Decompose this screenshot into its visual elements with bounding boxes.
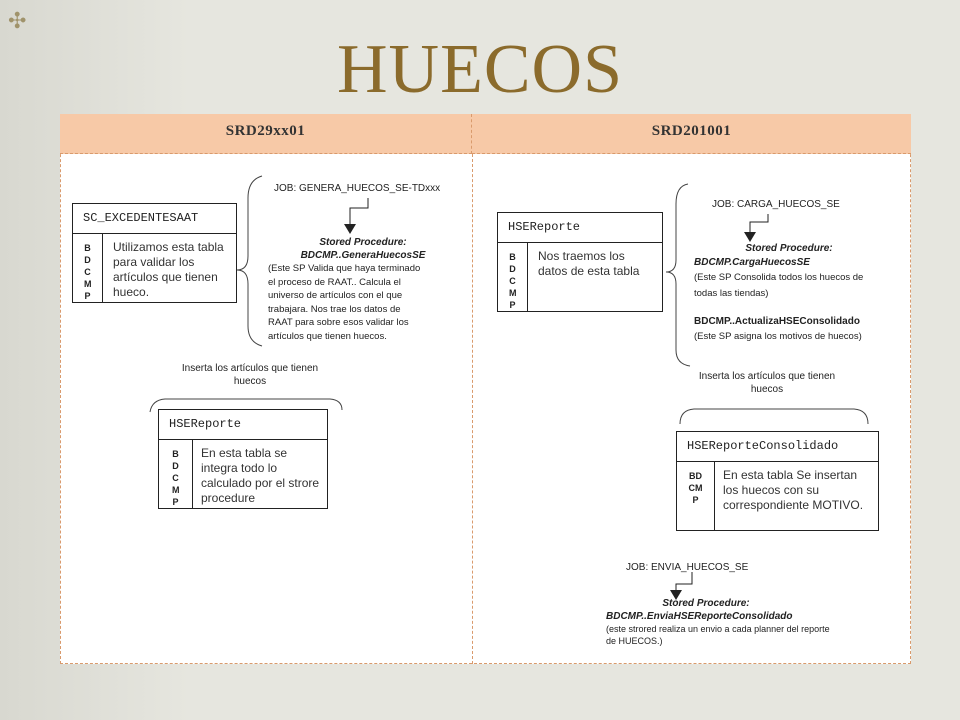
- job-label: JOB: GENERA_HUECOS_SE-TDxxx: [274, 183, 441, 194]
- job2-label: JOB: ENVIA_HUECOS_SE: [626, 562, 749, 573]
- left-sp-brace: [237, 176, 262, 346]
- sp2-description: (Este SP asigna los motivos de huecos): [694, 331, 862, 342]
- sp-heading: Stored Procedure:: [319, 237, 407, 248]
- column-header-left: SRD29xx01: [60, 114, 472, 154]
- table-description: En esta tabla se integra todo lo calculado por el strore procedure: [201, 446, 320, 505]
- right-job2-arrow: [676, 572, 692, 592]
- right-insert-brace: [680, 409, 868, 424]
- table-db-label: BDCMP: [677, 462, 715, 530]
- table-name: HSEReporte: [498, 213, 662, 243]
- right-job-arrow: [750, 214, 768, 234]
- table-hsereporte-left: [158, 409, 328, 509]
- table-hsereporte-right: [497, 212, 663, 312]
- column-header-right: SRD201001: [472, 114, 911, 154]
- sp2-name: BDCMP..ActualizaHSEConsolidado: [694, 316, 860, 327]
- sp3-heading: Stored Procedure:: [662, 598, 750, 609]
- page-title: HUECOS: [336, 31, 624, 108]
- insert-note: Inserta los artículos que tienen huecos: [181, 363, 319, 387]
- table-sc-excedentesaat: [72, 203, 237, 303]
- sp-description: (Este SP Valida que haya terminado el proceso de RAAT.. Calcula el universo de artículos con el que trabajara. Nos trae los datos de RAAT para sobre esos validar los artículos que tienen huecos.: [268, 263, 421, 342]
- table-name: HSEReporte: [159, 410, 327, 440]
- insert-note: Inserta los artículos que tienen huecos: [698, 371, 836, 395]
- table-name: SC_EXCEDENTESAAT: [73, 204, 236, 234]
- job-label: JOB: CARGA_HUECOS_SE: [712, 199, 840, 210]
- table-db-label: BDCMP: [498, 243, 528, 311]
- sp3-description: (este strored realiza un envio a cada planner del reporte de HUECOS.): [606, 624, 830, 646]
- sp3-name: BDCMP..EnviaHSEReporteConsolidado: [606, 611, 793, 622]
- table-description: Nos traemos los datos de esta tabla: [538, 249, 640, 278]
- sp-name: BDCMP.CargaHuecosSE: [694, 257, 810, 268]
- sp-name: BDCMP..GeneraHuecosSE: [300, 250, 426, 261]
- table-name: HSEReporteConsolidado: [677, 432, 878, 462]
- table-hsereporteconsolidado: [676, 431, 879, 531]
- right-job-arrowhead: [744, 232, 756, 242]
- table-description: Utilizamos esta tabla para validar los artículos que tienen hueco.: [113, 240, 224, 299]
- right-sp-brace: [666, 184, 690, 366]
- sp-description: (Este SP Consolida todos los huecos de todas las tiendas): [694, 272, 864, 299]
- table-db-label: BDCMP: [73, 234, 103, 302]
- sp-heading: Stored Procedure:: [745, 243, 833, 254]
- left-job-arrowhead: [344, 224, 356, 234]
- bullet-star-icon: ✣: [8, 8, 27, 33]
- table-description: En esta tabla Se insertan los huecos con su correspondiente MOTIVO.: [723, 468, 864, 512]
- table-db-label: BDCMP: [159, 440, 193, 508]
- left-job-arrow: [350, 198, 368, 228]
